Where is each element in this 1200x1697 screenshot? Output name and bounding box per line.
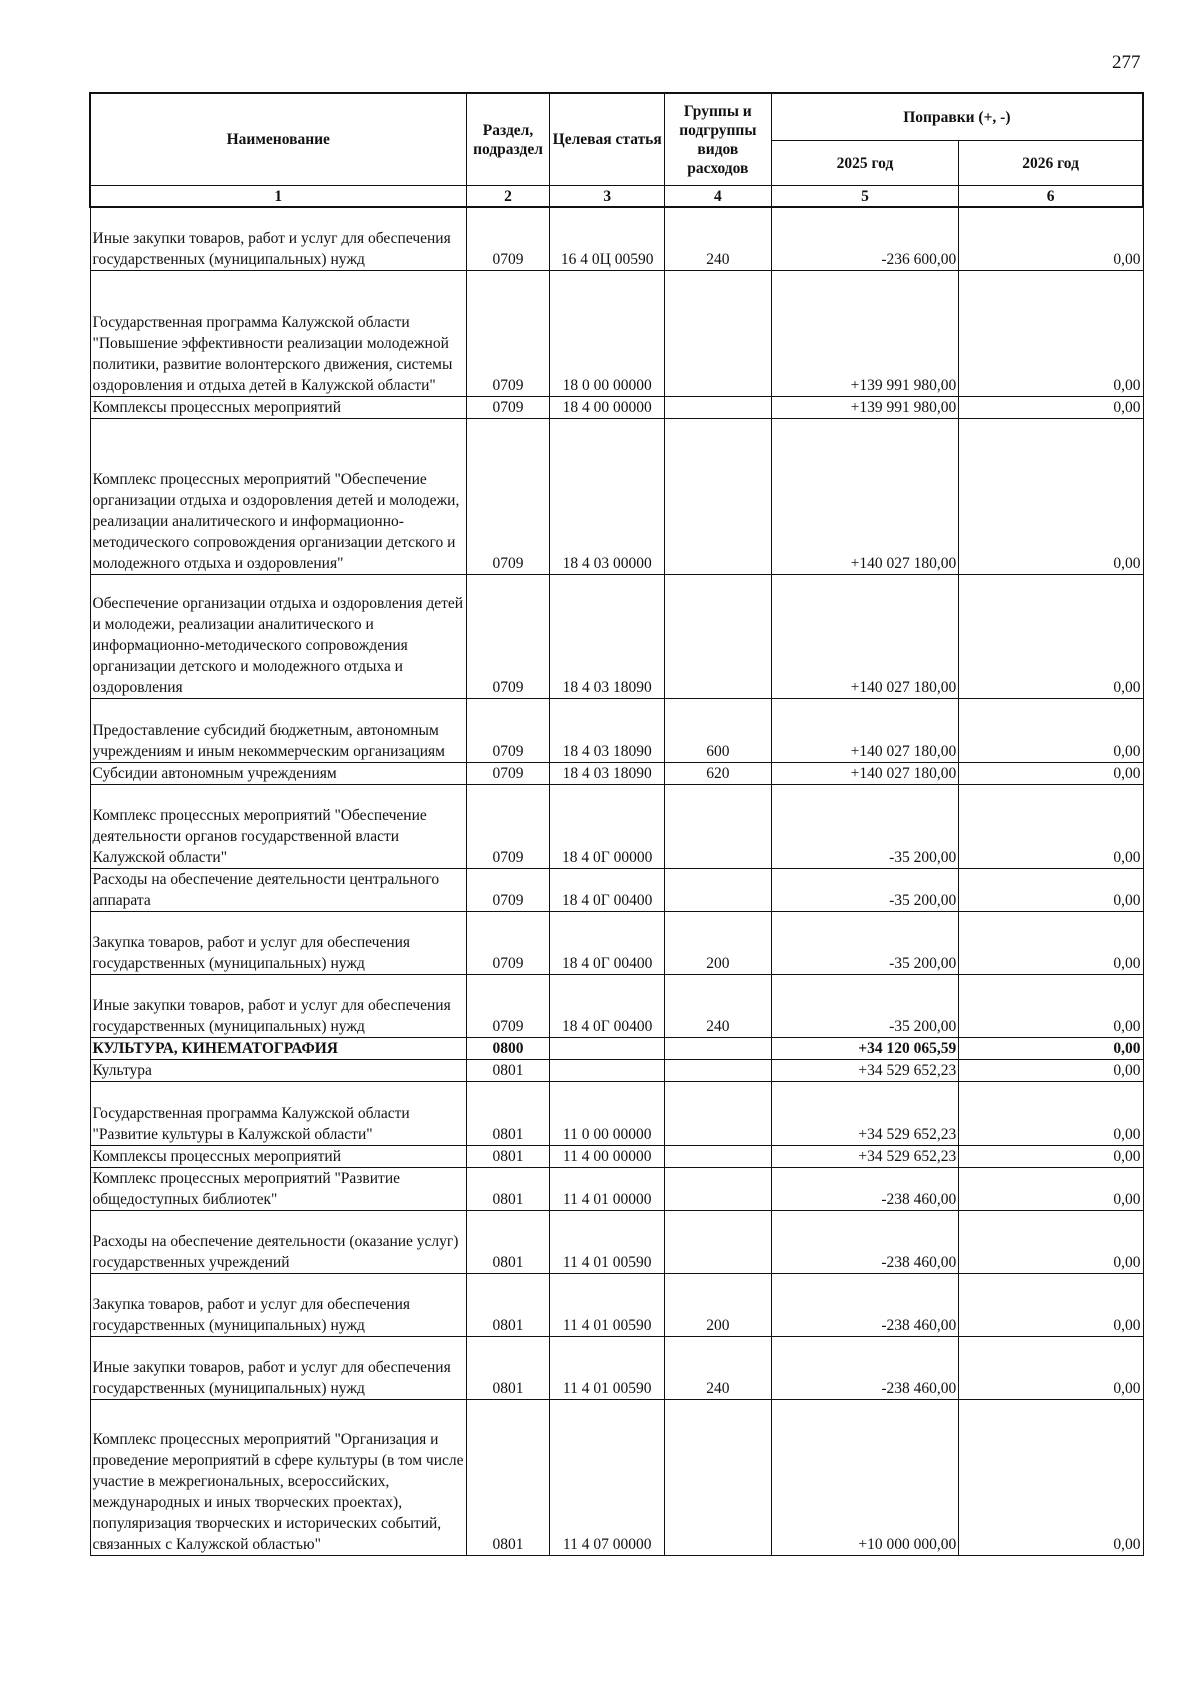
column-number: 3 <box>550 186 664 208</box>
row-amount-2026-cell: 0,00 <box>959 763 1143 785</box>
table-row <box>90 763 1143 785</box>
page-number: 277 <box>1112 52 1141 73</box>
row-name-cell: Обеспечение организации отдыха и оздоровления детей и молодежи, реализации аналитического и информационно-методического сопровождения организации детского и молодежного отдыха и оздоровления <box>90 575 466 699</box>
row-amount-2025-cell: +140 027 180,00 <box>771 575 958 699</box>
row-target-cell: 18 4 0Г 00400 <box>550 869 664 912</box>
row-section-cell: 0801 <box>466 1082 550 1146</box>
row-amount-2025-cell: -238 460,00 <box>771 1168 958 1211</box>
row-section-cell: 0709 <box>466 912 550 975</box>
row-target-cell <box>550 1038 664 1060</box>
row-group-cell <box>664 397 771 419</box>
budget-amendments-table <box>89 92 1144 1556</box>
header-name: Наименование <box>90 93 466 186</box>
column-number: 5 <box>771 186 958 208</box>
row-amount-2026-cell: 0,00 <box>959 1337 1143 1400</box>
row-target-cell: 18 0 00 00000 <box>550 271 664 397</box>
row-target-cell: 18 4 03 18090 <box>550 575 664 699</box>
row-section-cell: 0709 <box>466 575 550 699</box>
table-row <box>90 1082 1143 1146</box>
table-row <box>90 1337 1143 1400</box>
header-row <box>90 93 1143 141</box>
row-name-cell: Комплекс процессных мероприятий "Организация и проведение мероприятий в сфере культуры (в том числе участие в межрегиональных, всероссийских, международных и иных творческих проектах), популяризация творческих и исторических событий, связанных с Калужской областью" <box>90 1400 466 1556</box>
row-section-cell: 0709 <box>466 699 550 763</box>
row-group-cell: 240 <box>664 207 771 271</box>
header-groups: Группы и подгруппы видов расходов <box>664 93 771 186</box>
row-name-cell: Закупка товаров, работ и услуг для обеспечения государственных (муниципальных) нужд <box>90 912 466 975</box>
table-row <box>90 1060 1143 1082</box>
row-group-cell <box>664 1400 771 1556</box>
row-amount-2026-cell: 0,00 <box>959 575 1143 699</box>
row-amount-2025-cell: +34 529 652,23 <box>771 1146 958 1168</box>
row-group-cell <box>664 1038 771 1060</box>
row-section-cell: 0801 <box>466 1168 550 1211</box>
column-number: 1 <box>90 186 466 208</box>
row-amount-2026-cell: 0,00 <box>959 785 1143 869</box>
row-target-cell: 18 4 00 00000 <box>550 397 664 419</box>
row-target-cell: 18 4 0Г 00400 <box>550 975 664 1038</box>
row-group-cell: 620 <box>664 763 771 785</box>
header-year-2026: 2026 год <box>959 141 1143 186</box>
row-group-cell <box>664 869 771 912</box>
row-amount-2025-cell: +140 027 180,00 <box>771 699 958 763</box>
row-section-cell: 0800 <box>466 1038 550 1060</box>
row-section-cell: 0709 <box>466 869 550 912</box>
row-name-cell: Государственная программа Калужской области "Повышение эффективности реализации молодежной политики, развитие волонтерского движения, системы оздоровления и отдыха детей в Калужской области" <box>90 271 466 397</box>
column-number: 2 <box>466 186 550 208</box>
row-target-cell <box>550 1060 664 1082</box>
row-group-cell <box>664 1060 771 1082</box>
row-name-cell: Государственная программа Калужской области "Развитие культуры в Калужской области" <box>90 1082 466 1146</box>
row-group-cell <box>664 785 771 869</box>
row-name-cell: КУЛЬТУРА, КИНЕМАТОГРАФИЯ <box>90 1038 466 1060</box>
row-section-cell: 0801 <box>466 1060 550 1082</box>
row-amount-2026-cell: 0,00 <box>959 1146 1143 1168</box>
table-row <box>90 869 1143 912</box>
row-section-cell: 0801 <box>466 1400 550 1556</box>
row-group-cell <box>664 1211 771 1274</box>
row-section-cell: 0709 <box>466 207 550 271</box>
row-section-cell: 0801 <box>466 1211 550 1274</box>
row-amount-2025-cell: +140 027 180,00 <box>771 763 958 785</box>
row-name-cell: Иные закупки товаров, работ и услуг для обеспечения государственных (муниципальных) нужд <box>90 1337 466 1400</box>
row-amount-2026-cell: 0,00 <box>959 1168 1143 1211</box>
row-group-cell <box>664 271 771 397</box>
row-amount-2026-cell: 0,00 <box>959 912 1143 975</box>
row-section-cell: 0801 <box>466 1274 550 1337</box>
table-row <box>90 207 1143 271</box>
row-amount-2026-cell: 0,00 <box>959 1400 1143 1556</box>
row-target-cell: 11 4 01 00590 <box>550 1211 664 1274</box>
row-name-cell: Комплексы процессных мероприятий <box>90 1146 466 1168</box>
header-target: Целевая статья <box>550 93 664 186</box>
table-row <box>90 785 1143 869</box>
row-amount-2025-cell: -35 200,00 <box>771 912 958 975</box>
header-section: Раздел, подраздел <box>466 93 550 186</box>
row-amount-2026-cell: 0,00 <box>959 699 1143 763</box>
row-section-cell: 0801 <box>466 1337 550 1400</box>
row-target-cell: 11 4 01 00000 <box>550 1168 664 1211</box>
table-row <box>90 1168 1143 1211</box>
column-number: 6 <box>959 186 1143 208</box>
row-amount-2026-cell: 0,00 <box>959 1211 1143 1274</box>
table-row <box>90 419 1143 575</box>
row-group-cell: 600 <box>664 699 771 763</box>
row-name-cell: Иные закупки товаров, работ и услуг для обеспечения государственных (муниципальных) нужд <box>90 207 466 271</box>
row-amount-2026-cell: 0,00 <box>959 207 1143 271</box>
row-group-cell <box>664 1146 771 1168</box>
row-target-cell: 18 4 03 18090 <box>550 699 664 763</box>
table-row <box>90 1274 1143 1337</box>
row-group-cell <box>664 419 771 575</box>
table-row <box>90 1400 1143 1556</box>
table-row <box>90 1038 1143 1060</box>
row-group-cell <box>664 1082 771 1146</box>
row-name-cell: Расходы на обеспечение деятельности центрального аппарата <box>90 869 466 912</box>
row-amount-2026-cell: 0,00 <box>959 1060 1143 1082</box>
row-target-cell: 18 4 03 00000 <box>550 419 664 575</box>
row-name-cell: Иные закупки товаров, работ и услуг для обеспечения государственных (муниципальных) нужд <box>90 975 466 1038</box>
row-name-cell: Субсидии автономным учреждениям <box>90 763 466 785</box>
table-row <box>90 699 1143 763</box>
row-section-cell: 0709 <box>466 763 550 785</box>
row-name-cell: Предоставление субсидий бюджетным, автономным учреждениям и иным некоммерческим организациям <box>90 699 466 763</box>
row-section-cell: 0709 <box>466 271 550 397</box>
row-name-cell: Комплекс процессных мероприятий "Обеспечение организации отдыха и оздоровления детей и молодежи, реализации аналитического и информационно-методического сопровождения организации детского и молодежного отдыха и оздоровления" <box>90 419 466 575</box>
row-name-cell: Культура <box>90 1060 466 1082</box>
row-amount-2026-cell: 0,00 <box>959 397 1143 419</box>
row-target-cell: 16 4 0Ц 00590 <box>550 207 664 271</box>
table-row <box>90 575 1143 699</box>
row-section-cell: 0709 <box>466 419 550 575</box>
row-amount-2025-cell: -35 200,00 <box>771 869 958 912</box>
row-target-cell: 11 4 00 00000 <box>550 1146 664 1168</box>
row-target-cell: 11 4 07 00000 <box>550 1400 664 1556</box>
row-amount-2025-cell: -238 460,00 <box>771 1337 958 1400</box>
row-group-cell <box>664 1168 771 1211</box>
row-amount-2025-cell: -35 200,00 <box>771 785 958 869</box>
row-section-cell: 0801 <box>466 1146 550 1168</box>
header-amendments: Поправки (+, -) <box>771 93 1143 141</box>
row-amount-2026-cell: 0,00 <box>959 869 1143 912</box>
row-target-cell: 11 0 00 00000 <box>550 1082 664 1146</box>
row-amount-2026-cell: 0,00 <box>959 975 1143 1038</box>
table-row <box>90 397 1143 419</box>
column-number: 4 <box>664 186 771 208</box>
table-row <box>90 975 1143 1038</box>
row-amount-2026-cell: 0,00 <box>959 1082 1143 1146</box>
row-section-cell: 0709 <box>466 785 550 869</box>
row-section-cell: 0709 <box>466 397 550 419</box>
row-group-cell: 240 <box>664 1337 771 1400</box>
row-amount-2025-cell: +139 991 980,00 <box>771 271 958 397</box>
table-row <box>90 1146 1143 1168</box>
table-row <box>90 1211 1143 1274</box>
row-amount-2026-cell: 0,00 <box>959 271 1143 397</box>
row-amount-2025-cell: +34 529 652,23 <box>771 1082 958 1146</box>
row-section-cell: 0709 <box>466 975 550 1038</box>
row-amount-2025-cell: -236 600,00 <box>771 207 958 271</box>
row-target-cell: 18 4 03 18090 <box>550 763 664 785</box>
row-group-cell: 200 <box>664 912 771 975</box>
header-year-2025: 2025 год <box>771 141 958 186</box>
row-amount-2025-cell: -238 460,00 <box>771 1211 958 1274</box>
row-name-cell: Комплекс процессных мероприятий "Обеспечение деятельности органов государственной власти Калужской области" <box>90 785 466 869</box>
row-name-cell: Закупка товаров, работ и услуг для обеспечения государственных (муниципальных) нужд <box>90 1274 466 1337</box>
row-group-cell <box>664 575 771 699</box>
row-target-cell: 11 4 01 00590 <box>550 1274 664 1337</box>
row-group-cell: 240 <box>664 975 771 1038</box>
row-target-cell: 18 4 0Г 00000 <box>550 785 664 869</box>
row-amount-2025-cell: +139 991 980,00 <box>771 397 958 419</box>
row-amount-2026-cell: 0,00 <box>959 1038 1143 1060</box>
row-amount-2025-cell: +34 529 652,23 <box>771 1060 958 1082</box>
column-numbers-row <box>90 186 1143 208</box>
row-name-cell: Расходы на обеспечение деятельности (оказание услуг) государственных учреждений <box>90 1211 466 1274</box>
row-name-cell: Комплексы процессных мероприятий <box>90 397 466 419</box>
row-target-cell: 11 4 01 00590 <box>550 1337 664 1400</box>
row-amount-2025-cell: +10 000 000,00 <box>771 1400 958 1556</box>
row-group-cell: 200 <box>664 1274 771 1337</box>
row-name-cell: Комплекс процессных мероприятий "Развитие общедоступных библиотек" <box>90 1168 466 1211</box>
row-amount-2025-cell: +140 027 180,00 <box>771 419 958 575</box>
row-amount-2025-cell: -238 460,00 <box>771 1274 958 1337</box>
row-amount-2026-cell: 0,00 <box>959 419 1143 575</box>
table-row <box>90 912 1143 975</box>
row-target-cell: 18 4 0Г 00400 <box>550 912 664 975</box>
table-row <box>90 271 1143 397</box>
row-amount-2025-cell: -35 200,00 <box>771 975 958 1038</box>
row-amount-2026-cell: 0,00 <box>959 1274 1143 1337</box>
row-amount-2025-cell: +34 120 065,59 <box>771 1038 958 1060</box>
